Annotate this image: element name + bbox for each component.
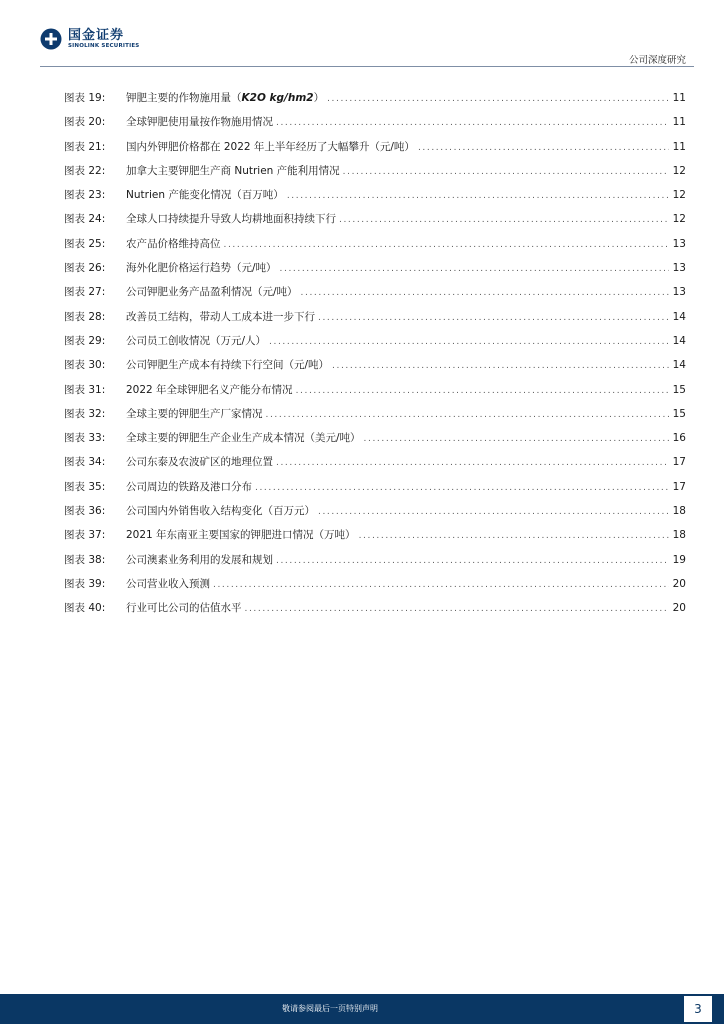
toc-entry-title: [126, 333, 266, 348]
toc-entry-title-text: 公司周边的铁路及港口分布: [126, 480, 252, 493]
toc-entry-title-text: 全球主要的钾肥生产厂家情况: [126, 407, 263, 420]
toc-entry[interactable]: [64, 163, 686, 187]
toc-entry[interactable]: [64, 503, 686, 527]
toc-entry-number: 图表 19:: [64, 92, 106, 104]
toc-dot-leader: [301, 288, 669, 298]
toc-entry-page: 19: [672, 553, 686, 566]
toc-entry-page: 12: [672, 189, 686, 202]
toc-entry[interactable]: [64, 382, 686, 406]
toc-dot-leader: [359, 531, 669, 541]
toc-entry[interactable]: [64, 576, 686, 600]
toc-entry-title-text: 全球人口持续提升导致人均耕地面积持续下行: [126, 213, 336, 226]
toc-entry[interactable]: [64, 527, 686, 551]
toc-entry-page: 12: [672, 213, 686, 226]
toc-dot-leader: [318, 507, 669, 517]
toc-entry-page: 16: [672, 432, 686, 445]
toc-entry-title: [126, 236, 221, 251]
toc-dot-leader: [276, 458, 669, 468]
toc-entry[interactable]: [64, 479, 686, 503]
toc-entry-page: 17: [672, 480, 686, 493]
toc-entry-number: 图表 25:: [64, 237, 106, 250]
page-number: 3: [684, 996, 712, 1022]
toc-entry-title: [126, 90, 324, 105]
toc-entry[interactable]: [64, 90, 686, 114]
toc-entry-title: [126, 600, 242, 615]
toc-dot-leader: [245, 604, 670, 614]
toc-entry-number: 图表 40:: [64, 602, 106, 615]
toc-entry-title: [126, 163, 340, 178]
toc-entry-page: 14: [672, 310, 686, 323]
toc-entry-page: 12: [672, 164, 686, 177]
toc-entry-title-text: Nutrien 产能变化情况（百万吨）: [126, 189, 284, 202]
toc-entry-page: 13: [672, 286, 686, 299]
toc-dot-leader: [269, 337, 669, 347]
toc-entry-title-text: 行业可比公司的估值水平: [126, 602, 242, 615]
toc-entry-number: 图表 28:: [64, 310, 106, 323]
toc-entry-page: 14: [672, 334, 686, 347]
toc-dot-leader: [318, 313, 669, 323]
toc-entry-number: 图表 27:: [64, 286, 106, 299]
toc-entry-title: [126, 382, 293, 397]
toc-entry-number: 图表 23:: [64, 189, 106, 202]
toc-entry-number: 图表 29:: [64, 334, 106, 347]
toc-entry-page: 11: [672, 92, 686, 104]
toc-dot-leader: [280, 264, 669, 274]
toc-dot-leader: [364, 434, 669, 444]
toc-dot-leader: [296, 386, 669, 396]
toc-dot-leader: [213, 580, 669, 590]
toc-entry-number: 图表 31:: [64, 383, 106, 396]
company-logo: [40, 28, 139, 50]
toc-entry[interactable]: [64, 211, 686, 235]
toc-entry-number: 图表 37:: [64, 529, 106, 542]
toc-entry[interactable]: [64, 600, 686, 624]
toc-entry-title-text: 加拿大主要钾肥生产商 Nutrien 产能利用情况: [126, 164, 340, 177]
toc-entry-title: [126, 284, 298, 299]
toc-entry-number: 图表 24:: [64, 213, 106, 226]
toc-entry-title-formula: K2O kg/hm2: [241, 92, 314, 104]
toc-entry[interactable]: [64, 406, 686, 430]
toc-entry-title: [126, 114, 273, 129]
toc-entry-title: [126, 576, 210, 591]
toc-entry-title-text: 海外化肥价格运行趋势（元/吨）: [126, 262, 277, 275]
toc-entry-number: 图表 36:: [64, 505, 106, 518]
toc-entry-page: 15: [672, 383, 686, 396]
toc-entry-number: 图表 35:: [64, 480, 106, 493]
toc-entry-title-text: 2021 年东南亚主要国家的钾肥进口情况（万吨）: [126, 529, 356, 542]
toc-entry-title: [126, 211, 336, 226]
toc-entry-title: [126, 309, 315, 324]
toc-entry[interactable]: [64, 333, 686, 357]
toc-entry-title: [126, 260, 277, 275]
toc-dot-leader: [343, 167, 669, 177]
toc-entry-title: [126, 454, 273, 469]
toc-entry[interactable]: [64, 552, 686, 576]
toc-dot-leader: [339, 215, 669, 225]
toc-entry-number: 图表 39:: [64, 577, 106, 590]
toc-entry-title-text: 改善员工结构，带动人工成本进一步下行: [126, 310, 315, 323]
toc-entry-title: [126, 503, 315, 518]
figure-index-list: [64, 90, 686, 625]
toc-dot-leader: [276, 118, 669, 128]
toc-dot-leader: [266, 410, 670, 420]
toc-entry-page: 15: [672, 407, 686, 420]
toc-entry-title: [126, 406, 263, 421]
toc-entry[interactable]: [64, 284, 686, 308]
toc-entry-page: 13: [672, 262, 686, 275]
toc-dot-leader: [255, 483, 669, 493]
toc-entry-title: [126, 357, 329, 372]
toc-entry-number: 图表 22:: [64, 164, 106, 177]
toc-entry-title: [126, 552, 273, 567]
toc-entry-title-text: 公司营业收入预测: [126, 577, 210, 590]
toc-dot-leader: [327, 94, 669, 104]
toc-entry[interactable]: [64, 187, 686, 211]
toc-entry[interactable]: [64, 357, 686, 381]
toc-entry-title-text: 公司员工创收情况（万元/人）: [126, 334, 267, 347]
toc-entry-title: [126, 527, 356, 542]
toc-entry-page: 18: [672, 505, 686, 518]
toc-entry[interactable]: [64, 309, 686, 333]
toc-entry-title-text: 2022 年全球钾肥名义产能分布情况: [126, 383, 293, 396]
toc-entry-number: 图表 32:: [64, 407, 106, 420]
toc-dot-leader: [287, 191, 669, 201]
toc-entry-number: 图表 38:: [64, 553, 106, 566]
logo-english-name: SINOLINK SECURITIES: [68, 42, 140, 49]
toc-entry-page: 14: [672, 359, 686, 372]
toc-entry-title-text: 公司钾肥生产成本有持续下行空间（元/吨）: [126, 359, 330, 372]
toc-entry-page: 18: [672, 529, 686, 542]
toc-entry-page: 20: [672, 602, 686, 615]
toc-entry-number: 图表 20:: [64, 116, 106, 129]
footer-disclaimer: 敬请参阅最后一页特别声明: [282, 1004, 378, 1013]
toc-entry[interactable]: [64, 430, 686, 454]
toc-entry-title: [126, 479, 252, 494]
logo-chinese-name: 国金证券: [68, 27, 125, 43]
page-header: [0, 0, 724, 70]
toc-entry-title-text: 全球主要的钾肥生产企业生产成本情况（美元/吨）: [126, 432, 361, 445]
toc-entry-title: [126, 430, 361, 445]
toc-dot-leader: [418, 143, 669, 153]
toc-entry-title-text: 国内外钾肥价格都在 2022 年上半年经历了大幅攀升（元/吨）: [126, 140, 415, 153]
toc-entry-title-text: 公司澳素业务利用的发展和规划: [126, 553, 273, 566]
sinolink-logo-icon: [40, 28, 62, 50]
toc-dot-leader: [332, 361, 669, 371]
toc-entry-title-text: 公司钾肥业务产品盈利情况（元/吨）: [126, 286, 298, 299]
toc-entry-title-text: 全球钾肥使用量按作物施用情况: [126, 116, 273, 129]
toc-entry[interactable]: [64, 114, 686, 138]
toc-entry-title-text: 公司国内外销售收入结构变化（百万元）: [126, 505, 315, 518]
toc-entry[interactable]: [64, 454, 686, 478]
toc-entry-number: 图表 26:: [64, 262, 106, 275]
toc-entry-title-suffix: ）: [313, 92, 325, 104]
toc-entry-number: 图表 21:: [64, 140, 106, 153]
toc-entry-title-text: 钾肥主要的作物施用量（: [126, 92, 242, 104]
toc-entry-number: 图表 34:: [64, 456, 106, 469]
toc-dot-leader: [276, 556, 669, 566]
toc-entry[interactable]: [64, 236, 686, 260]
toc-entry[interactable]: [64, 139, 686, 163]
toc-entry-title-text: 农产品价格维持高位: [126, 237, 221, 250]
toc-entry-page: 20: [672, 577, 686, 590]
toc-entry-page: 13: [672, 237, 686, 250]
toc-entry-number: 图表 30:: [64, 359, 106, 372]
header-divider: [40, 66, 694, 67]
document-type-label: 公司深度研究: [628, 55, 686, 66]
toc-entry-page: 17: [672, 456, 686, 469]
toc-dot-leader: [224, 240, 670, 250]
toc-entry-page: 11: [672, 116, 686, 129]
toc-entry-title: [126, 187, 284, 202]
toc-entry[interactable]: [64, 260, 686, 284]
toc-entry-title: [126, 139, 415, 154]
toc-entry-title-text: 公司东泰及农波矿区的地理位置: [126, 456, 273, 469]
toc-entry-number: 图表 33:: [64, 432, 106, 445]
toc-entry-page: 11: [672, 140, 686, 153]
